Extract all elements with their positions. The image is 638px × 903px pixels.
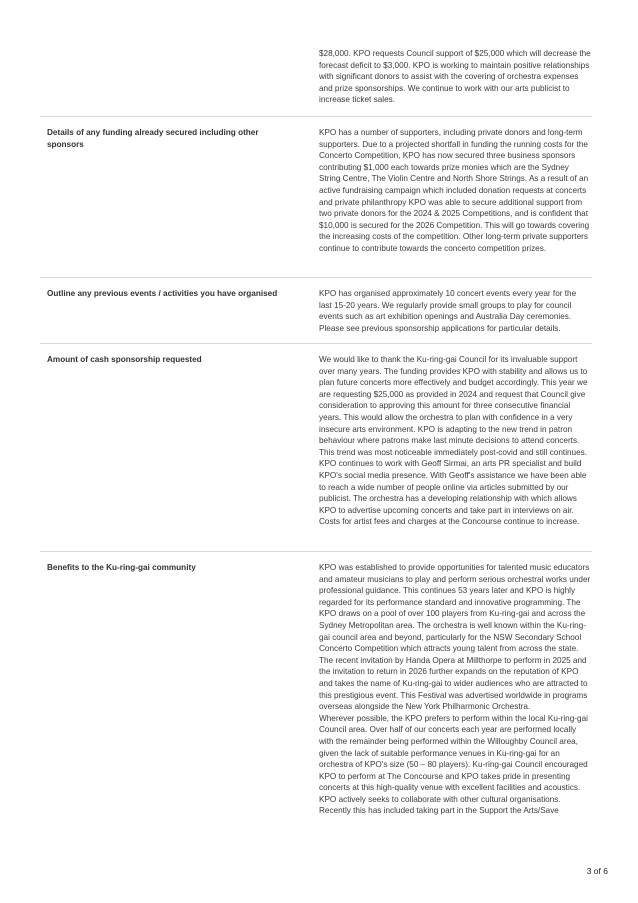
row-label: Amount of cash sponsorship requested [47,355,202,364]
table-row [40,116,592,278]
row-content [319,562,591,817]
paragraph: KPO has organised approximately 10 concert events every year for the last 15-20 years. We regularly provide small groups to play for council events such as art exhibition openings and Australia Day ceremonies. Please see previous sponsorship applications for particular details. [319,289,577,333]
table-row [40,277,592,344]
paragraph: The recent invitation by Handa Opera at Millthorpe to perform in 2025 and the invitation to return in 2026 further expands on the reputation of KPO and takes the name of Ku-ring-gai to wider audiences who are attracted to this prestigious event. This Festival was advertised worldwide in programs overseas alongside the New York Philharmonic Orchestra. [319,655,588,712]
table-row [40,551,592,861]
table-row [40,343,592,552]
row-label: Benefits to the Ku-ring-gai community [47,563,196,572]
row-content [319,288,591,334]
paragraph: $28,000. KPO requests Council support of $25,000 which will decrease the forecast deficit to $3,000. KPO is working to maintain positive relationships with significant donors to assist with the covering of orchestra expenses and prize sponsorships. We continue to work with our arts publicist to increase ticket sales. [319,49,591,105]
row-content [319,354,591,528]
row-content [319,48,591,106]
paragraph: KPO has a number of supporters, including private donors and long-term supporters. Due to a projected shortfall in funding the running costs for the Concerto Competition, KPO has now secured three business sponsors contributing $1,000 each towards prize monies which are the Sydney String Centre, The Violin Centre and North Shore Strings. As a result of an active fundraising campaign which included donation requests at concerts and private philanthropy KPO was able to secure additional support from two private donors for the 2024 & 2025 Competitions, and is confident that $10,000 is secured for the 2026 Competition. This will go towards covering the increasing costs of the competition. Other long-term private supporters continue to contribute towards the concerto competition prizes. [319,128,590,253]
row-label: Outline any previous events / activities you have organised [47,289,278,298]
paragraph: We would like to thank the Ku-ring-gai Council for its invaluable support over many years. The funding provides KPO with stability and allows us to plan future concerts more effectively and budget accordingly. This year we are requesting $25,000 as provided in 2024 and request that Council give consideration to approving this amount for three consecutive financial years. This would allow the orchestra to plan with confidence in a very insecure arts environment. KPO is adapting to the new trend in patron behaviour where patrons make last minute decisions to attend concerts. This trend was most noticeable immediately post-covid and still continues. KPO continues to work with Geoff Sirmai, an arts PR specialist and build KPO's social media presence. With Geoff's assistance we have been able to reach a wide number of people online via articles submitted by our publicist. The orchestra has a developing relationship with which allows KPO to advertise upcoming concerts and take part in interviews on air. Costs for artist fees and charges at the Concourse continue to increase. [319,355,588,527]
paragraph: Wherever possible, the KPO prefers to perform within the local Ku-ring-gai Council area. Over half of our concerts each year are performed locally with the remainder being performed within the Willoughby Council area, given the lack of suitable performance venues in Ku-ring-gai for an orchestra of KPO's size (50 – 80 players). Ku-ring-gai Council encouraged KPO to perform at The Concourse and KPO takes pride in presenting concerts at this high-quality venue with excellent facilities and acoustics. [319,713,588,793]
row-label: Details of any funding already secured including other sponsors [47,128,259,149]
page-number: 3 of 6 [586,866,608,876]
paragraph: KPO actively seeks to collaborate with other cultural organisations. Recently this has included taking part in the Support the Arts/Save [319,794,561,816]
row-content [319,127,591,255]
table-row [40,40,592,117]
paragraph: KPO was established to provide opportunities for talented music educators and amateur musicians to play and perform serious orchestral works under professional guidance. This continues 53 years later and KPO is highly regarded for its performance standard and innovative programming. The KPO draws on a pool of over 100 players from Ku-ring-gai and across the Sydney Metropolitan area. The orchestra is well known within the Ku-ring-gai council area and beyond, particularly for the NSW Secondary School Concerto Competition which attracts young talent from across the state. [319,563,591,654]
